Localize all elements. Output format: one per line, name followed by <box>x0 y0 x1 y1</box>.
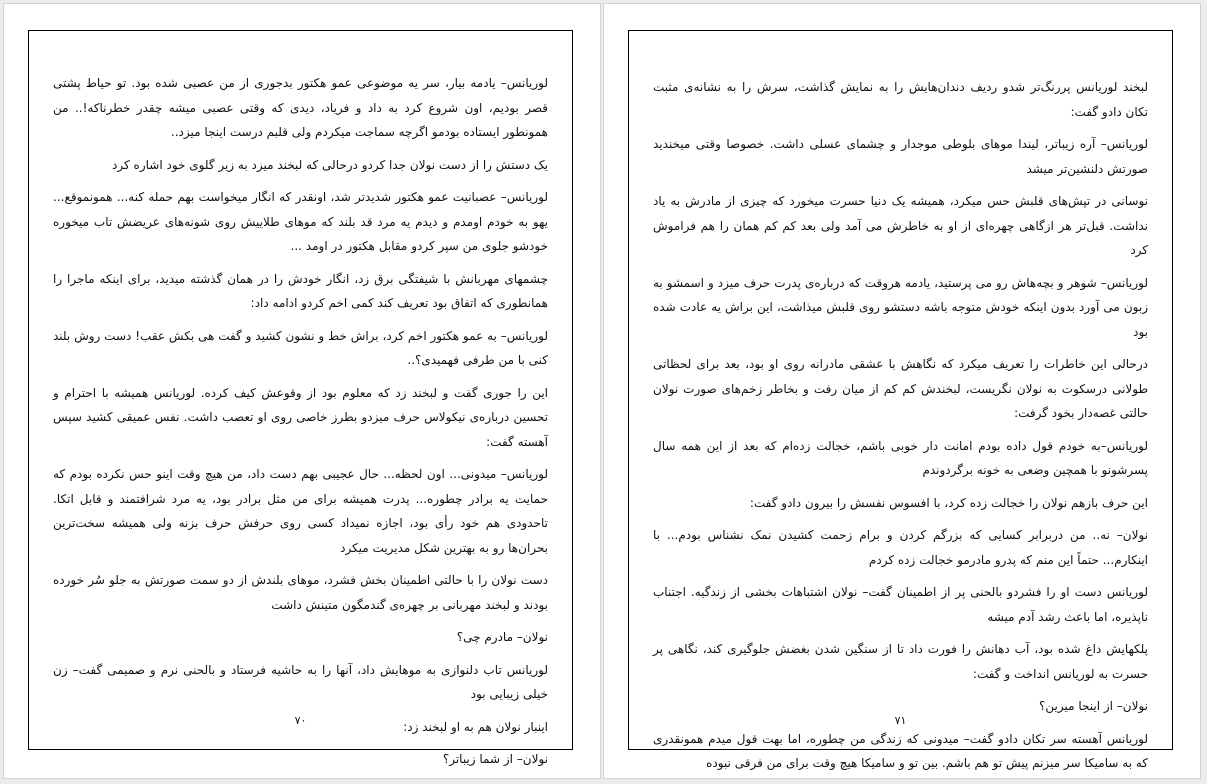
paragraph: لوریانس– شوهر و بچه‌هاش رو می پرستید، یادمه هروقت که درباره‌ی پدرت حرف میزد و اسمشو به زبون می آورد بدون اینکه خودش متوجه باشه دستشو روی قلبش میذاشت، این براش یه عادت شده بود <box>653 275 1148 339</box>
paragraph: لوریانس– آره زیباتر، لیندا موهای بلوطی موجدار و چشمای عسلی داشت. خصوصا وقتی میخندید صورتش دلنشین‌تر میشد <box>653 137 1148 176</box>
paragraph: لوریانس– به عمو هکتور اخم کرد، براش خط و نشون کشید و گفت هی بکش عقب! دست روش بلند کنی با من طرفی فهمیدی؟.. <box>53 328 548 367</box>
left-page-text <box>53 71 548 780</box>
page-number: ۷۱ <box>894 714 907 727</box>
paragraph: لوریانس دست او را فشردو بالحنی پر از اطمینان گفت– نولان اشتباهات بخشی از زندگیه. اجتناب ناپذیره، اما باعث رشد آدم میشه <box>653 585 1148 624</box>
paragraph: پلکهایش داغ شده بود، آب دهانش را فورت داد تا از سنگین شدن بغضش جلوگیری کند، نگاهی پر حسرت به لوریانس انداخت و گفت: <box>653 642 1148 681</box>
paragraph: درحالی این خاطرات را تعریف میکرد که نگاهش با عشقی مادرانه روی او بود، بعد برای لحظاتی طولانی درسکوت به نولان نگریست، لبخندش کم کم از میان رفت و بخاطر زخم‌های صورت نولان حالتی غصه‌دار بخود گرفت: <box>653 357 1148 420</box>
paragraph: این حرف بازهم نولان را خجالت زده کرد، با افسوس نفسش را بیرون دادو گفت: <box>749 495 1148 510</box>
paragraph: اینبار نولان هم به او لبخند زد: <box>403 719 548 734</box>
paragraph: یک دستش را از دست نولان جدا کردو درحالی که لبخند میزد به زیر گلوی خود اشاره کرد <box>112 157 548 172</box>
paragraph: لوریانس آهسته سر تکان دادو گفت– میدونی که زندگی من چطوره، اما بهت قول میدم همونقدری که به ساميکا سر میزنم پیش تو هم باشم. بین تو و ساميکا هیچ وقت برای من فرقی نبوده <box>653 731 1148 770</box>
paragraph: نوسانی در تپش‌های قلبش حس میکرد، همیشه یک دنیا حسرت میخورد که چیزی از مادرش به یاد نداشت. قبل‌تر هر ازگاهی چهره‌ای از او به خاطرش می آمد ولی بعد کم کم همان را هم فراموش کرد <box>653 194 1148 257</box>
paragraph: نولان– از اینجا میرین؟ <box>1039 699 1148 713</box>
paragraph: دست نولان را با حالتی اطمینان بخش فشرد، موهای بلندش از دو سمت صورتش به جلو سُر خورده بودند و لبخند مهربانی بر چهره‌ی گندمگون متینش داشت <box>53 573 548 612</box>
paragraph: لوریانس– میدونی... اون لحظه... حال عجیبی بهم دست داد، من هیچ وقت اینو حس نکرده بودم که حمایت یه برادر چطوره... پدرت همیشه برای من مثل برادر بود، یه مرد شرافتمند و قابل اتکا. تاحدودی هم خود رأی بود، اجازه نمیداد کسی روی حرفش حرف بزنه ولی همیشه سخت‌ترین بحران‌ها رو به بهترین شکل مدیریت میکرد <box>53 467 548 555</box>
right-page-text <box>653 75 1148 784</box>
paragraph: لوریانس– یادمه بیار، سر یه موضوعی عمو هکتور بدجوری از من عصبی شده بود. تو حیاط پشتی قصر بودیم، اون شروع کرد به داد و فریاد، دیدی که وقتی عصبی میشه چقدر خطرناکه!.. من همونطور ایستاده بودمو اگرچه سماجت میکردم ولی قلبم درست اینجا میزد.. <box>53 76 548 139</box>
paragraph: لبخند لوریانس پررنگ‌تر شدو ردیف دندان‌هایش را به نمایش گذاشت، سرش را به نشانه‌ی مثبت تکان دادو گفت: <box>653 80 1148 119</box>
paragraph: چشمهای مهربانش با شیفتگی برق زد، انگار خودش را در همان گذشته میدید، برای اینکه ماجرا را همانطوری که اتفاق بود تعریف کند کمی اخم کردو ادامه داد: <box>53 271 548 310</box>
left-page-sheet <box>4 4 600 778</box>
left-page-frame <box>28 30 573 766</box>
right-page-frame <box>628 30 1173 770</box>
paragraph: لوریانس تاب دلنوازی به موهایش داد، آنها را به حاشیه فرستاد و بالحنی نرم و صمیمی گفت– زن خیلی زیبایی بود <box>53 662 548 701</box>
paragraph: نولان– نه.. من دربرابر کسایی که بزرگم کردن و برام زحمت کشیدن نمک نشناس بودم... با اینکارم... حتماً این منم که پدرو مادرمو خجالت زده کردم <box>653 528 1148 567</box>
page-number: ۷۰ <box>294 714 307 727</box>
paragraph: لوریانس–به خودم قول داده بودم امانت دار خوبی باشم، خجالت زده‌ام که بعد از این همه سال پسرشونو با همچین وضعی به خونه برگردوندم <box>653 438 1148 477</box>
paragraph: نولان– از شما زیباتر؟ <box>442 752 548 766</box>
paragraph: نولان– مادرم چی؟ <box>456 630 548 644</box>
paragraph: لوریانس– عصبانیت عمو هکتور شدیدتر شد، اونقدر که انگار میخواست بهم حمله کنه... همونموقع... یهو به خودم اومدم و دیدم یه مرد قد بلند که موهای طلاییش روی شونه‌های عریضش تاب میخوره خودشو جلوی من سپر کردو مقابل هکتور در اومد ... <box>53 190 548 253</box>
paragraph: این را جوری گفت و لبخند زد که معلوم بود از وقوعش کیف کرده. لوریانس همیشه با احترام و تحسین درباره‌ی نیکولاس حرف میزدو بطرز خاصی روی او تعصب داشت. نفس عمیقی کشید سپس آهسته گفت: <box>53 385 548 449</box>
right-page-sheet <box>604 4 1200 778</box>
